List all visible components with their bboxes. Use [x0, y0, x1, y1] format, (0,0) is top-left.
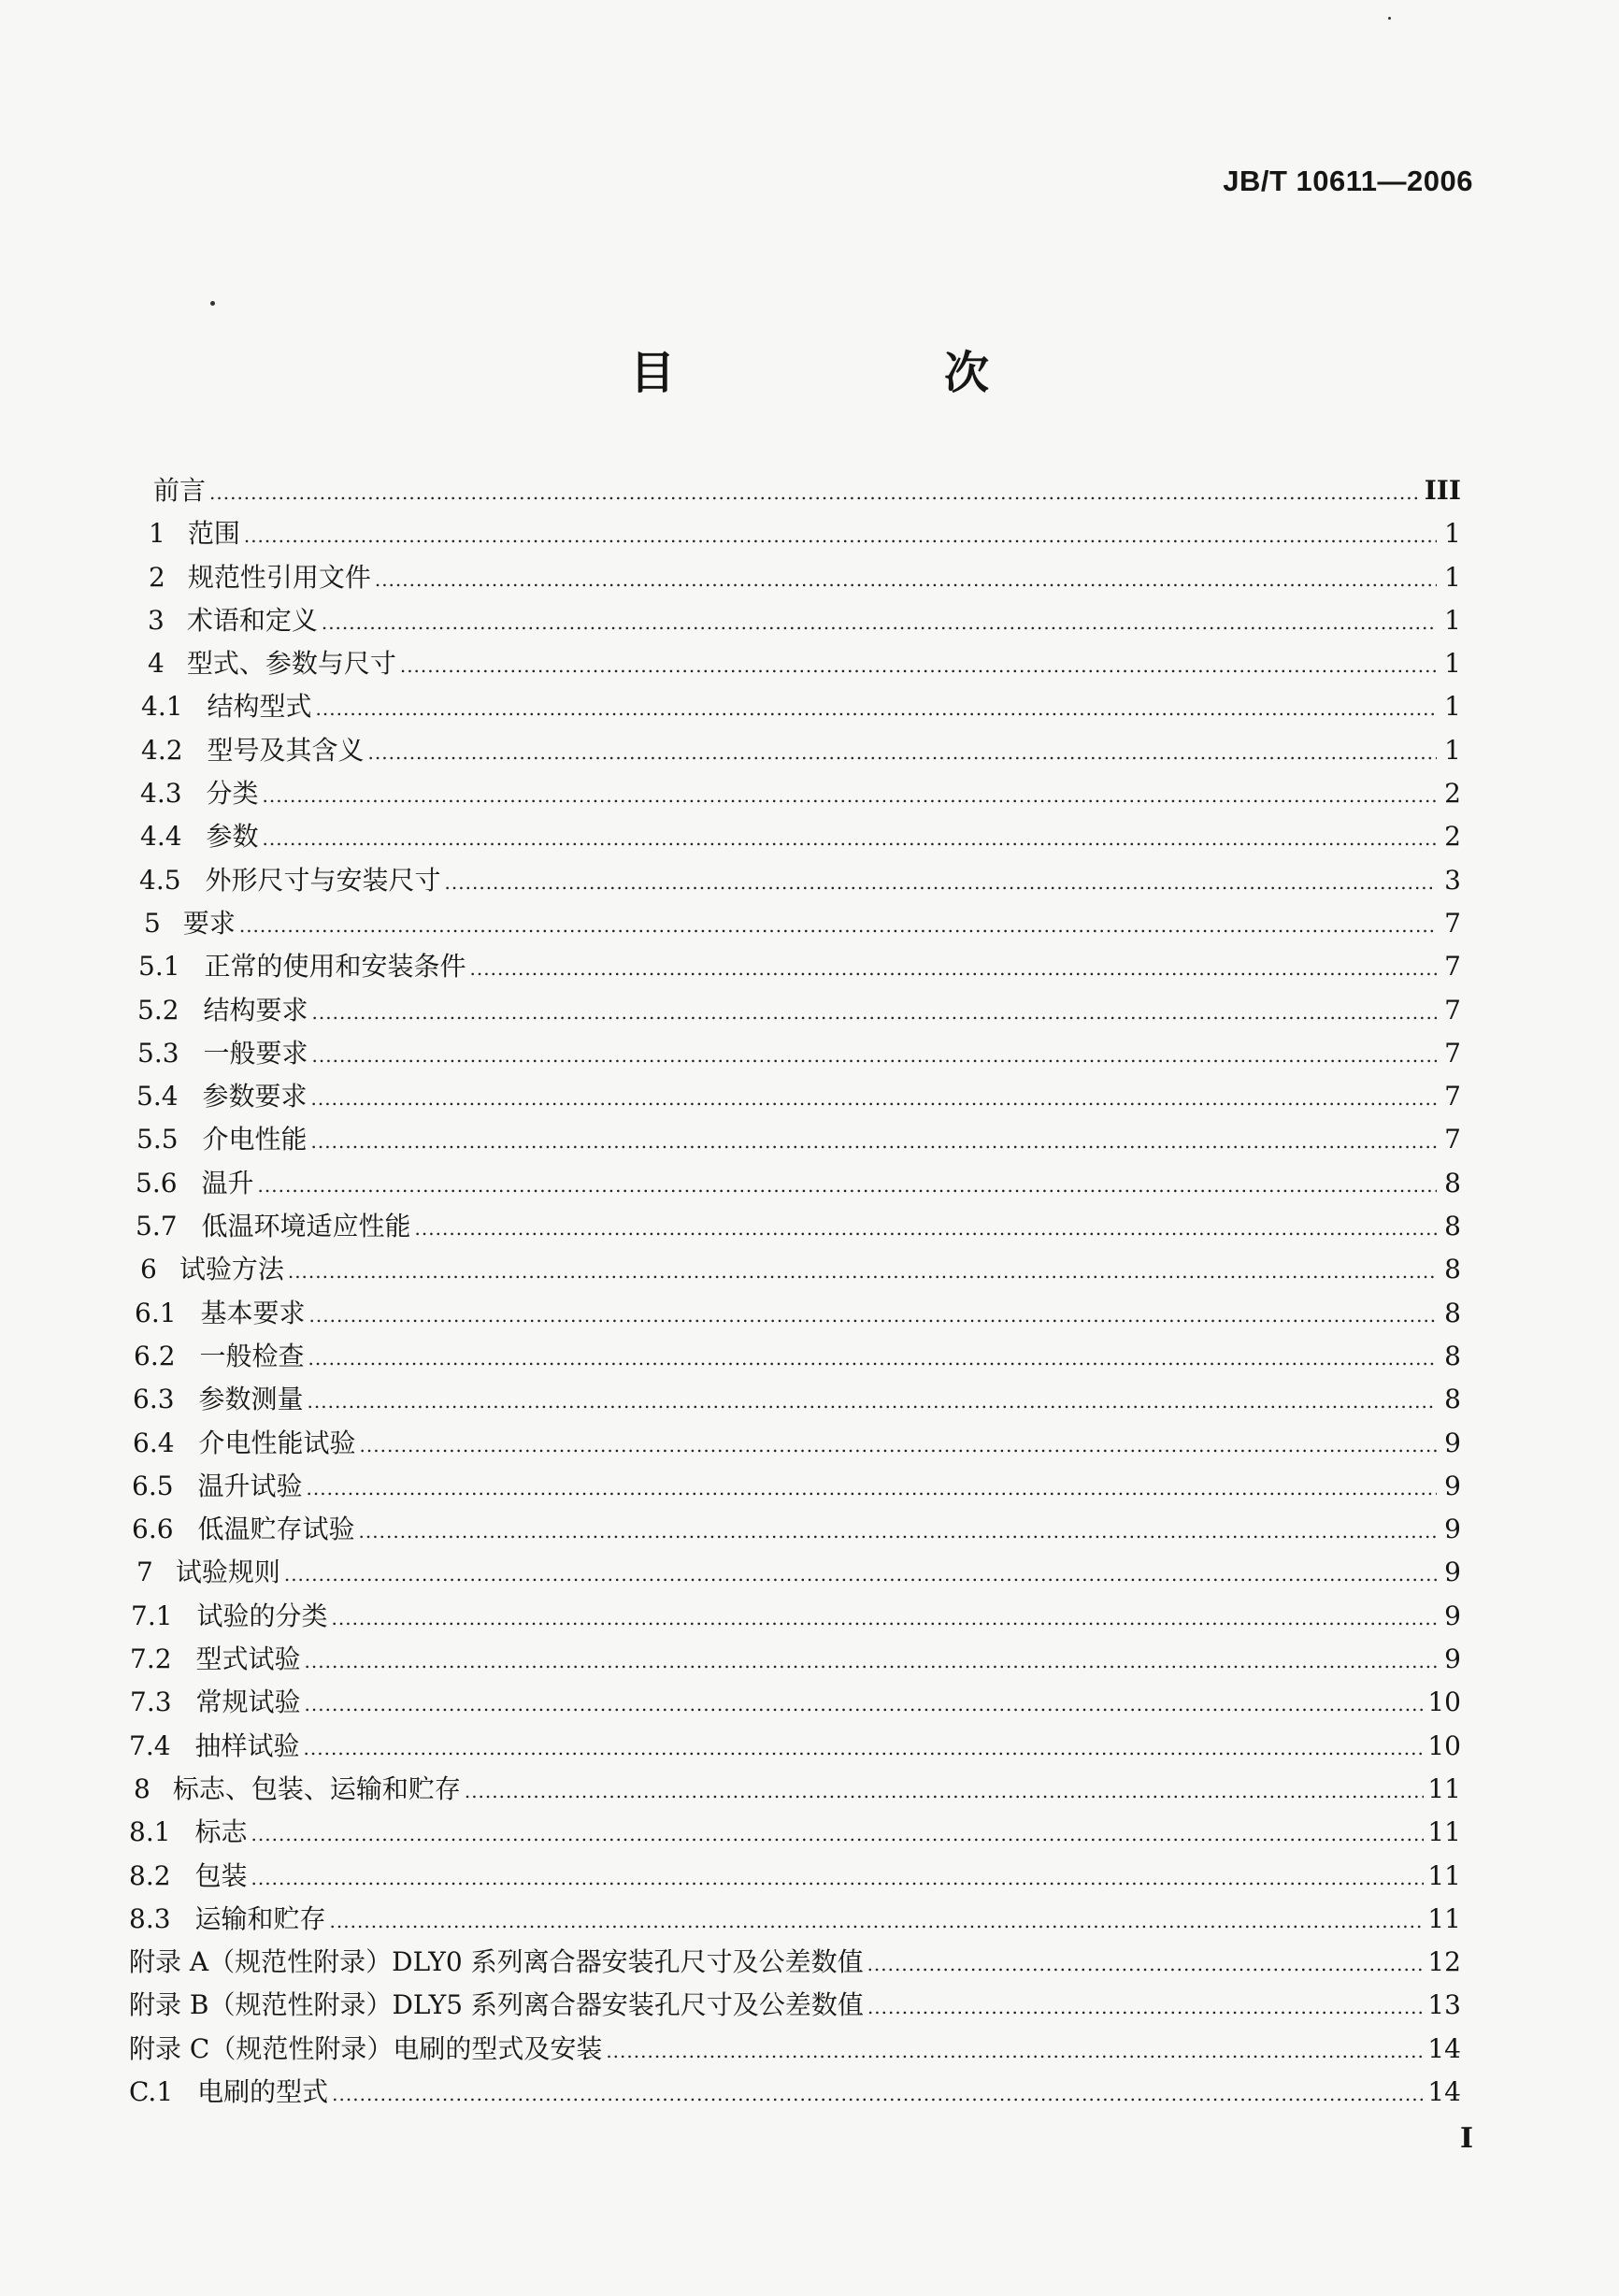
toc-page-number: 10: [1427, 1729, 1461, 1761]
toc-page-number: 2: [1444, 778, 1461, 810]
toc-section-title: 要求: [182, 907, 236, 939]
toc-leader-dots: [368, 729, 1437, 774]
toc-section-number: 4.1: [141, 691, 183, 723]
toc-section-title: 结构型式: [207, 691, 312, 723]
toc-section-title: 低温环境适应性能: [201, 1211, 411, 1242]
toc-entry[interactable]: [129, 1335, 1461, 1378]
toc-section-title: 参数: [206, 821, 259, 853]
toc-leader-dots: [312, 989, 1437, 1034]
toc-entry[interactable]: [129, 1855, 1461, 1898]
toc-leader-dots: [305, 1681, 1425, 1726]
toc-leader-dots: [263, 815, 1437, 860]
toc-section-number: 5.5: [136, 1124, 179, 1155]
toc-leader-dots: [307, 1465, 1437, 1510]
toc-section-title: 一般要求: [203, 1037, 308, 1069]
toc-leader-dots: [332, 1595, 1437, 1640]
toc-page-number: 8: [1444, 1297, 1461, 1328]
toc-section-number: 7.1: [131, 1600, 173, 1631]
toc-entry[interactable]: [129, 469, 1461, 512]
toc-entry[interactable]: [129, 1551, 1461, 1594]
toc-entry[interactable]: [129, 1162, 1461, 1205]
page-number: I: [1459, 2122, 1473, 2155]
toc-section-number: 8: [134, 1772, 150, 1804]
toc-section-number: 8.2: [129, 1859, 171, 1891]
toc-section-number: 5.1: [138, 951, 180, 983]
toc-page-number: 14: [1427, 2075, 1461, 2107]
toc-section-title: 试验方法: [179, 1254, 284, 1285]
toc-page-number: 1: [1444, 561, 1461, 593]
toc-entry[interactable]: [129, 556, 1461, 599]
toc-section-title: 参数要求: [202, 1081, 308, 1112]
toc-section-number: 4: [148, 648, 165, 680]
toc-section-number: 5.2: [137, 994, 179, 1026]
toc-entry[interactable]: [129, 815, 1461, 858]
toc-entry[interactable]: [129, 1595, 1461, 1638]
toc-entry[interactable]: [129, 2028, 1461, 2071]
toc-leader-dots: [308, 1335, 1437, 1380]
toc-leader-dots: [308, 1378, 1437, 1423]
toc-section-title: 包装: [194, 1859, 248, 1891]
toc-page-number: 8: [1444, 1254, 1461, 1285]
toc-section-number: C.1: [129, 2075, 174, 2107]
toc-section-title: 温升: [201, 1167, 254, 1198]
toc-section-number: 4.2: [141, 734, 183, 766]
toc-leader-dots: [251, 1855, 1425, 1900]
toc-leader-dots: [312, 1032, 1437, 1077]
toc-section-title: 分类: [206, 778, 259, 810]
toc-entry[interactable]: [129, 1205, 1461, 1248]
toc-leader-dots: [375, 556, 1437, 601]
toc-section-title: 标志、包装、运输和贮存: [172, 1772, 461, 1804]
toc-section-title: 前言: [153, 475, 207, 506]
toc-page-number: 11: [1427, 1902, 1461, 1934]
toc-section-number: 6: [140, 1254, 157, 1285]
toc-section-number: 4.4: [140, 821, 182, 853]
toc-entry[interactable]: [129, 772, 1461, 815]
toc-leader-dots: [867, 1941, 1425, 1986]
toc-leader-dots: [867, 1984, 1424, 2029]
toc-page-number: 8: [1444, 1340, 1461, 1371]
toc-entry[interactable]: [129, 1508, 1461, 1551]
toc-leader-dots: [415, 1205, 1437, 1250]
toc-entry[interactable]: [129, 1941, 1461, 1984]
toc-page-number: 7: [1444, 994, 1461, 1026]
toc-entry[interactable]: [129, 902, 1461, 945]
toc-section-number: 7: [136, 1557, 153, 1588]
toc-page-number: 2: [1444, 821, 1461, 853]
toc-section-title: 介电性能: [202, 1124, 308, 1155]
toc-leader-dots: [258, 1162, 1437, 1207]
toc-section-number: 6.5: [132, 1470, 174, 1501]
toc-leader-dots: [322, 599, 1437, 644]
toc-leader-dots: [304, 1725, 1425, 1770]
toc-section-title: 型号及其含义: [207, 734, 365, 766]
toc-leader-dots: [400, 642, 1437, 687]
toc-page-number: 9: [1444, 1470, 1461, 1501]
toc-section-title: 运输和贮存: [194, 1902, 326, 1934]
toc-section-title: 附录 B（规范性附录）DLY5 系列离合器安装孔尺寸及公差数值: [129, 1989, 864, 2021]
toc-page-number: 9: [1444, 1557, 1461, 1588]
toc-entry[interactable]: [129, 1725, 1461, 1768]
toc-page-number: 11: [1427, 1772, 1461, 1804]
toc-section-number: 7.2: [130, 1643, 172, 1675]
scan-speck: [210, 301, 215, 306]
toc-page-number: 12: [1427, 1946, 1461, 1978]
toc-section-title: 结构要求: [203, 994, 308, 1026]
standard-number: JB/T 10611—2006: [1223, 165, 1473, 197]
toc-section-number: 6.6: [132, 1514, 174, 1545]
toc-leader-dots: [251, 1811, 1425, 1856]
toc-entry[interactable]: [129, 512, 1461, 555]
toc-section-title: 试验的分类: [196, 1600, 328, 1631]
toc-leader-dots: [311, 1118, 1437, 1163]
toc-section-number: 4.3: [140, 778, 182, 810]
toc-section-title: 温升试验: [197, 1470, 303, 1501]
toc-leader-dots: [288, 1248, 1437, 1293]
toc-section-title: 基本要求: [200, 1297, 306, 1328]
toc-section-title: 正常的使用和安装条件: [204, 951, 466, 983]
scan-speck: [1388, 17, 1391, 20]
toc-section-number: 5.6: [136, 1167, 178, 1198]
toc-section-title: 附录 C（规范性附录）电刷的型式及安装: [129, 2032, 603, 2064]
toc-leader-dots: [330, 1898, 1425, 1943]
toc-page-number: 7: [1444, 1124, 1461, 1155]
toc-entry[interactable]: [129, 1898, 1461, 1941]
toc-page-number: 14: [1427, 2032, 1461, 2064]
toc-page-number: 9: [1444, 1514, 1461, 1545]
toc-section-number: 2: [149, 561, 165, 593]
toc-page-number: 1: [1444, 604, 1461, 636]
toc-leader-dots: [332, 2071, 1424, 2116]
toc-section-title: 术语和定义: [186, 604, 318, 636]
toc-entry[interactable]: [129, 989, 1461, 1032]
toc-page-number: 11: [1427, 1859, 1461, 1891]
toc-page-number: 7: [1444, 951, 1461, 983]
toc-section-number: 8.3: [129, 1902, 171, 1934]
toc-section-number: 1: [149, 518, 165, 550]
toc-entry[interactable]: [129, 2071, 1461, 2114]
toc-leader-dots: [470, 945, 1437, 990]
toc-title: 目 次: [629, 347, 1049, 399]
toc-section-number: 5.7: [136, 1211, 178, 1242]
toc-page-number: 1: [1444, 648, 1461, 680]
toc-section-number: 4.5: [139, 864, 181, 896]
toc-entry[interactable]: [129, 1984, 1461, 2027]
toc-section-title: 型式、参数与尺寸: [186, 648, 396, 680]
toc-section-number: 7.3: [130, 1686, 172, 1718]
toc-section-title: 规范性引用文件: [187, 561, 371, 593]
toc-entry[interactable]: [129, 685, 1461, 728]
toc-page-number: 7: [1444, 907, 1461, 939]
toc-entry[interactable]: [129, 945, 1461, 988]
toc-section-number: 3: [148, 604, 165, 636]
toc-section-number: 8.1: [129, 1816, 171, 1848]
toc-leader-dots: [305, 1638, 1437, 1683]
toc-leader-dots: [284, 1551, 1437, 1596]
toc-leader-dots: [316, 685, 1437, 730]
toc-entry[interactable]: [129, 1075, 1461, 1118]
toc-page-number: 1: [1444, 691, 1461, 723]
toc-section-number: 5: [144, 907, 161, 939]
toc-leader-dots: [244, 512, 1437, 557]
toc-section-title: 试验规则: [175, 1557, 280, 1588]
toc-entry[interactable]: [129, 1248, 1461, 1291]
toc-leader-dots: [311, 1075, 1437, 1120]
toc-page-number: 7: [1444, 1037, 1461, 1069]
toc-page-number: 8: [1444, 1167, 1461, 1198]
toc-section-number: 5.4: [136, 1081, 179, 1112]
toc-page-number: 7: [1444, 1081, 1461, 1112]
toc-entry[interactable]: [129, 1378, 1461, 1421]
toc-page-number: 9: [1444, 1643, 1461, 1675]
toc-entry[interactable]: [129, 1118, 1461, 1161]
toc-entry[interactable]: [129, 1292, 1461, 1335]
toc-section-number: 5.3: [137, 1037, 179, 1069]
toc-section-title: 参数测量: [198, 1384, 304, 1415]
toc-page-number: 9: [1444, 1600, 1461, 1631]
toc-entry[interactable]: [129, 1681, 1461, 1724]
toc-entry[interactable]: [129, 642, 1461, 685]
toc-section-title: 外形尺寸与安装尺寸: [205, 864, 441, 896]
toc-section-title: 标志: [194, 1816, 248, 1848]
toc-page-number: 13: [1427, 1989, 1461, 2021]
toc-entry[interactable]: [129, 1768, 1461, 1811]
toc-entry[interactable]: [129, 1465, 1461, 1508]
toc-entry[interactable]: [129, 1811, 1461, 1854]
toc-leader-dots: [309, 1292, 1437, 1337]
toc-entry[interactable]: [129, 729, 1461, 772]
toc-page-number: 8: [1444, 1211, 1461, 1242]
toc-leader-dots: [359, 1508, 1437, 1553]
toc-list: [129, 469, 1461, 2114]
toc-page-number: 11: [1427, 1816, 1461, 1848]
toc-leader-dots: [209, 469, 1421, 514]
toc-section-number: 6.4: [133, 1427, 175, 1458]
toc-section-number: 7.4: [129, 1729, 171, 1761]
toc-section-number: 6.3: [133, 1384, 175, 1415]
toc-entry[interactable]: [129, 1638, 1461, 1681]
toc-page-number: 8: [1444, 1384, 1461, 1415]
toc-entry[interactable]: [129, 859, 1461, 902]
toc-page-number: 10: [1427, 1686, 1461, 1718]
toc-leader-dots: [445, 859, 1437, 904]
toc-section-title: 电刷的型式: [197, 2075, 329, 2107]
toc-page-number: III: [1424, 475, 1461, 506]
toc-section-number: 6.2: [134, 1340, 176, 1371]
toc-entry[interactable]: [129, 599, 1461, 642]
toc-entry[interactable]: [129, 1032, 1461, 1075]
toc-section-title: 一般检查: [199, 1340, 305, 1371]
toc-page-number: 1: [1444, 734, 1461, 766]
toc-leader-dots: [239, 902, 1437, 947]
toc-section-title: 范围: [187, 518, 240, 550]
toc-leader-dots: [465, 1768, 1425, 1813]
toc-leader-dots: [263, 772, 1437, 817]
toc-entry[interactable]: [129, 1422, 1461, 1465]
toc-section-title: 低温贮存试验: [197, 1514, 355, 1545]
toc-section-title: 抽样试验: [194, 1729, 300, 1761]
toc-section-title: 介电性能试验: [198, 1427, 356, 1458]
toc-page-number: 9: [1444, 1427, 1461, 1458]
toc-page-number: 3: [1444, 864, 1461, 896]
toc-section-title: 常规试验: [195, 1686, 301, 1718]
toc-leader-dots: [360, 1422, 1437, 1467]
toc-section-title: 附录 A（规范性附录）DLY0 系列离合器安装孔尺寸及公差数值: [129, 1946, 864, 1978]
toc-section-number: 6.1: [135, 1297, 177, 1328]
toc-section-title: 型式试验: [195, 1643, 301, 1675]
toc-page-number: 1: [1444, 518, 1461, 550]
toc-leader-dots: [606, 2028, 1424, 2073]
